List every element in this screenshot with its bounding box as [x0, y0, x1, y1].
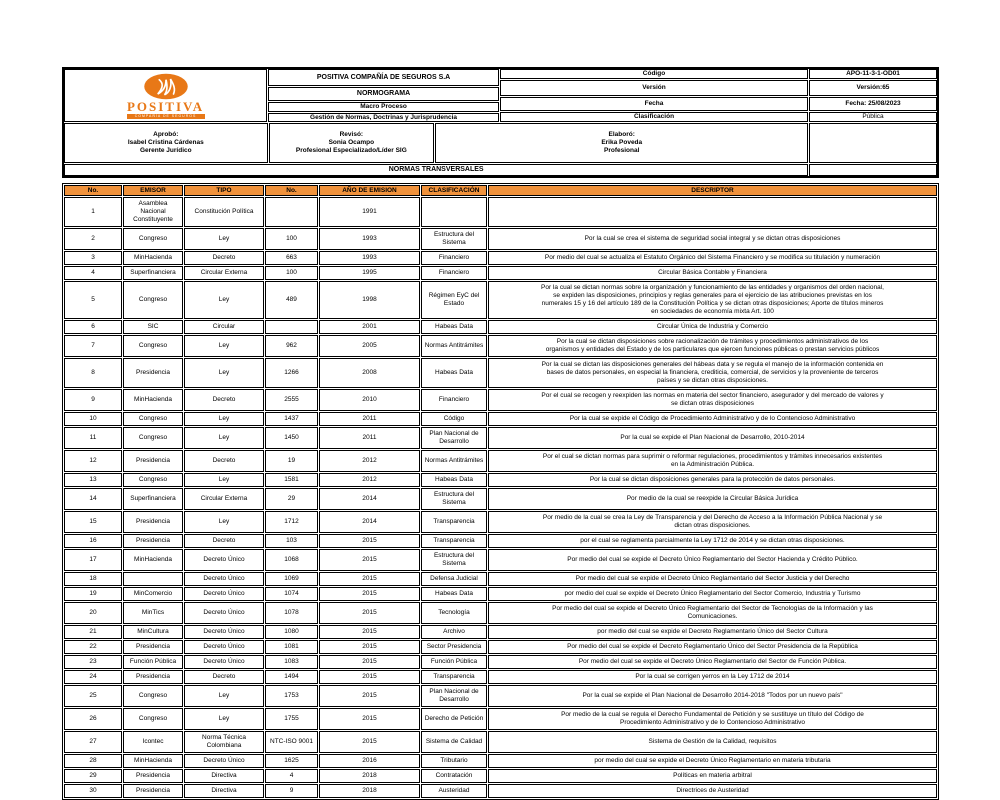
cell: 15	[64, 511, 122, 533]
table-row	[64, 281, 937, 319]
cell: 30	[64, 784, 122, 798]
column-header: EMISOR	[123, 185, 183, 196]
norms-table-header	[64, 185, 937, 196]
descriptor-cell: Por la cual se expide el Código de Procedimiento Administrativo y de lo Contencioso Administrativo	[488, 412, 937, 426]
cell: Decreto Único	[184, 587, 264, 601]
table-row	[64, 685, 937, 707]
cell: 21	[64, 625, 122, 639]
macro-proceso-value: Gestión de Normas, Doctrinas y Jurisprudencia	[268, 113, 499, 122]
cell	[265, 320, 318, 334]
positiva-logo-icon	[143, 73, 189, 100]
cell: 2011	[319, 427, 420, 449]
cell: Función Pública	[421, 655, 487, 669]
cell: 2015	[319, 731, 420, 753]
cell: Icontec	[123, 731, 183, 753]
cell: 2015	[319, 685, 420, 707]
cell: Normas Antitrámites	[421, 335, 487, 357]
elaboro-title: Elaboró:	[608, 131, 635, 138]
cell: Estructura del Sistema	[421, 488, 487, 510]
cell: 2015	[319, 625, 420, 639]
cell: Régimen EyC del Estado	[421, 281, 487, 319]
cell: Presidencia	[123, 670, 183, 684]
cell: Decreto Único	[184, 602, 264, 624]
cell: 29	[265, 488, 318, 510]
cell: 2015	[319, 534, 420, 548]
cell: 2001	[319, 320, 420, 334]
cell: 1625	[265, 754, 318, 768]
column-header: No.	[64, 185, 122, 196]
column-header: TIPO	[184, 185, 264, 196]
column-header: AÑO DE EMISION	[319, 185, 420, 196]
cell: Decreto	[184, 251, 264, 265]
codigo-value: APO-11-3-1-OD01	[809, 69, 937, 79]
table-row	[64, 358, 937, 388]
cell: Habeas Data	[421, 587, 487, 601]
reviso-title: Revisó:	[339, 131, 364, 138]
descriptor-cell: Por medio del cual se expide el Decreto Único Reglamentario del Sector Justicia y del Derecho	[488, 572, 937, 586]
table-row	[64, 389, 937, 411]
cell: Financiero	[421, 266, 487, 280]
cell: Habeas Data	[421, 320, 487, 334]
cell: MinHacienda	[123, 389, 183, 411]
descriptor-cell: Por el cual se recogen y reexpiden las normas en materia del sector financiero, asegurador y del mercado de valores y se dictan otras disposiciones	[488, 389, 937, 411]
cell: 12	[64, 450, 122, 472]
cell: 1074	[265, 587, 318, 601]
cell: Normas Antitrámites	[421, 450, 487, 472]
cell: Congreso	[123, 335, 183, 357]
cell: 663	[265, 251, 318, 265]
cell: Decreto Único	[184, 549, 264, 571]
cell: 2555	[265, 389, 318, 411]
cell: SIC	[123, 320, 183, 334]
cell: 9	[265, 784, 318, 798]
signatures-empty-cell	[809, 123, 937, 163]
cell: 2015	[319, 549, 420, 571]
cell: MinHacienda	[123, 549, 183, 571]
descriptor-cell: Directrices de Austeridad	[488, 784, 937, 798]
cell: 2010	[319, 389, 420, 411]
section-empty-cell	[809, 164, 937, 176]
cell	[123, 572, 183, 586]
cell: Constitución Política	[184, 197, 264, 227]
cell: Sector Presidencia	[421, 640, 487, 654]
cell: 1755	[265, 708, 318, 730]
cell: 2014	[319, 511, 420, 533]
header-band-section	[64, 164, 937, 176]
cell: Congreso	[123, 228, 183, 250]
cell: Sistema de Calidad	[421, 731, 487, 753]
cell: 2015	[319, 587, 420, 601]
cell: Decreto	[184, 450, 264, 472]
section-title: NORMAS TRANSVERSALES	[64, 164, 808, 176]
cell: Directiva	[184, 784, 264, 798]
cell: Ley	[184, 358, 264, 388]
cell: 22	[64, 640, 122, 654]
cell: 29	[64, 769, 122, 783]
table-row	[64, 534, 937, 548]
descriptor-cell: Por la cual se dictan disposiciones generales para la protección de datos personales.	[488, 473, 937, 487]
descriptor-cell	[488, 197, 937, 227]
aprobo-name: Isabel Cristina Cárdenas	[127, 139, 204, 146]
cell: Plan Nacional de Desarrollo	[421, 427, 487, 449]
cell: Transparencia	[421, 511, 487, 533]
clasificacion-value: Pública	[809, 112, 937, 122]
macro-proceso-label: Macro Proceso	[268, 102, 499, 112]
cell: 9	[64, 389, 122, 411]
descriptor-cell: Por medio de la cual se regula el Derecho Fundamental de Petición y se sustituye un título del Código de Procedimiento Administrativo y de lo Contencioso Administrativo	[488, 708, 937, 730]
cell: Ley	[184, 228, 264, 250]
cell: MinHacienda	[123, 251, 183, 265]
cell: Decreto Único	[184, 572, 264, 586]
cell: 962	[265, 335, 318, 357]
norms-table-wrapper	[62, 183, 939, 800]
cell: Congreso	[123, 412, 183, 426]
descriptor-cell: por medio del cual se expide el Decreto Único Reglamentario del Sector Comercio, Industria y Turismo	[488, 587, 937, 601]
cell: 2015	[319, 572, 420, 586]
cell: Congreso	[123, 427, 183, 449]
cell: Decreto	[184, 670, 264, 684]
cell: 2015	[319, 640, 420, 654]
reviso-name: Sonia Ocampo	[328, 139, 375, 146]
cell: 1991	[319, 197, 420, 227]
version-label: Versión	[500, 80, 808, 96]
cell: Estructura del Sistema	[421, 549, 487, 571]
cell: 1080	[265, 625, 318, 639]
cell: MinComercio	[123, 587, 183, 601]
cell: 26	[64, 708, 122, 730]
table-row	[64, 602, 937, 624]
table-row	[64, 625, 937, 639]
cell: 2005	[319, 335, 420, 357]
aprobo-title: Aprobó:	[153, 131, 179, 138]
cell: 1712	[265, 511, 318, 533]
cell: Archivo	[421, 625, 487, 639]
cell: 17	[64, 549, 122, 571]
descriptor-cell: Por medio del cual se expide el Decreto Único Reglamentario del Sector de Función Pública.	[488, 655, 937, 669]
table-row	[64, 427, 937, 449]
cell: 1081	[265, 640, 318, 654]
cell: 28	[64, 754, 122, 768]
table-row	[64, 251, 937, 265]
descriptor-cell: Por medio de la cual se reexpide la Circular Básica Jurídica	[488, 488, 937, 510]
cell: 3	[64, 251, 122, 265]
descriptor-cell: Sistema de Gestión de la Calidad, requisitos	[488, 731, 937, 753]
header-band-signatures	[64, 123, 937, 163]
descriptor-cell: Por medio del cual se actualiza el Estatuto Orgánico del Sistema Financiero y se modifica su titulación y numeración	[488, 251, 937, 265]
table-row	[64, 511, 937, 533]
descriptor-cell: Por la cual se dictan disposiciones sobre racionalización de trámites y procedimientos administrativos de los organismos y entidades del Estado y de los particulares que ejercen funciones públicas o prestan servicios públicos	[488, 335, 937, 357]
cell: 1069	[265, 572, 318, 586]
cell: Tributario	[421, 754, 487, 768]
cell: 1068	[265, 549, 318, 571]
cell: 8	[64, 358, 122, 388]
table-row	[64, 655, 937, 669]
cell: 2012	[319, 473, 420, 487]
cell: 23	[64, 655, 122, 669]
table-row	[64, 731, 937, 753]
cell: Circular Externa	[184, 266, 264, 280]
column-header: CLASIFICACIÓN	[421, 185, 487, 196]
cell: 1581	[265, 473, 318, 487]
descriptor-cell: Por medio del cual se expide el Decreto Único Reglamentario del Sector Hacienda y Crédito Público.	[488, 549, 937, 571]
cell: Decreto Único	[184, 754, 264, 768]
table-row	[64, 228, 937, 250]
cell: Decreto	[184, 389, 264, 411]
logo-tagline: COMPAÑÍA DE SEGUROS	[127, 114, 205, 119]
cell: Transparencia	[421, 534, 487, 548]
cell: 18	[64, 572, 122, 586]
cell: Congreso	[123, 708, 183, 730]
cell: 1993	[319, 251, 420, 265]
aprobo-cell	[64, 123, 268, 163]
descriptor-cell: Por el cual se dictan normas para suprimir o reformar regulaciones, procedimientos y trámites innecesarios existentes en la Administración Pública.	[488, 450, 937, 472]
version-value: Versión:65	[809, 80, 937, 96]
cell: NTC-ISO 9001	[265, 731, 318, 753]
descriptor-cell: Políticas en materia arbitral	[488, 769, 937, 783]
document-header	[62, 67, 939, 178]
table-row	[64, 640, 937, 654]
descriptor-cell: por medio del cual se expide el Decreto Único Reglamentario en materia tributaria	[488, 754, 937, 768]
descriptor-cell: Circular Única de Industria y Comercio	[488, 320, 937, 334]
cell: Plan Nacional de Desarrollo	[421, 685, 487, 707]
document-sheet	[62, 67, 939, 800]
cell: 14	[64, 488, 122, 510]
positiva-logo	[127, 73, 205, 119]
cell: Presidencia	[123, 511, 183, 533]
cell: Defensa Judicial	[421, 572, 487, 586]
norms-table-body	[64, 197, 937, 798]
cell: Congreso	[123, 473, 183, 487]
cell: 2011	[319, 412, 420, 426]
cell: 1998	[319, 281, 420, 319]
cell: 489	[265, 281, 318, 319]
cell: Ley	[184, 708, 264, 730]
table-row	[64, 549, 937, 571]
table-row	[64, 784, 937, 798]
table-row	[64, 197, 937, 227]
descriptor-cell: Por medio del cual se expide el Decreto Único Reglamentario del Sector de Tecnologías de la Información y las Comunicaciones.	[488, 602, 937, 624]
cell: Habeas Data	[421, 358, 487, 388]
descriptor-cell: por medio del cual se expide el Decreto Reglamentario Único del Sector Cultura	[488, 625, 937, 639]
cell: 25	[64, 685, 122, 707]
cell: Circular Externa	[184, 488, 264, 510]
cell: Presidencia	[123, 534, 183, 548]
cell: 20	[64, 602, 122, 624]
cell: Decreto Único	[184, 640, 264, 654]
cell: 2008	[319, 358, 420, 388]
cell: Habeas Data	[421, 473, 487, 487]
cell: 2018	[319, 769, 420, 783]
cell: Ley	[184, 281, 264, 319]
cell: 4	[265, 769, 318, 783]
cell: 2015	[319, 708, 420, 730]
cell: 1993	[319, 228, 420, 250]
descriptor-cell: Por la cual se expide el Plan Nacional de Desarrollo, 2010-2014	[488, 427, 937, 449]
table-row	[64, 320, 937, 334]
logo-cell	[64, 69, 267, 122]
table-row	[64, 266, 937, 280]
descriptor-cell: Por la cual se expide el Plan Nacional de Desarrollo 2014-2018 "Todos por un nuevo país"	[488, 685, 937, 707]
cell: 103	[265, 534, 318, 548]
table-row	[64, 450, 937, 472]
fecha-label: Fecha	[500, 97, 808, 111]
descriptor-cell: Por la cual se corrigen yerros en la Ley 1712 de 2014	[488, 670, 937, 684]
cell: 16	[64, 534, 122, 548]
cell: 4	[64, 266, 122, 280]
reviso-cell	[269, 123, 435, 163]
cell: Ley	[184, 685, 264, 707]
cell: 1450	[265, 427, 318, 449]
reviso-role: Profesional Especializado/Líder SIG	[295, 147, 407, 154]
cell: Presidencia	[123, 784, 183, 798]
cell: 1266	[265, 358, 318, 388]
cell: Asamblea Nacional Constituyente	[123, 197, 183, 227]
cell: Financiero	[421, 251, 487, 265]
cell: MinCultura	[123, 625, 183, 639]
header-row	[64, 185, 937, 196]
aprobo-role: Gerente Jurídico	[139, 147, 192, 154]
cell: Ley	[184, 427, 264, 449]
cell	[265, 197, 318, 227]
cell: Tecnología	[421, 602, 487, 624]
cell: Transparencia	[421, 670, 487, 684]
cell: 2015	[319, 655, 420, 669]
cell: Decreto Único	[184, 655, 264, 669]
codigo-label: Código	[500, 69, 808, 79]
cell: Directiva	[184, 769, 264, 783]
cell: 10	[64, 412, 122, 426]
clasificacion-label: Clasificación	[500, 112, 808, 122]
cell: 1437	[265, 412, 318, 426]
cell: Ley	[184, 473, 264, 487]
elaboro-role: Profesional	[604, 147, 640, 154]
cell: MinTics	[123, 602, 183, 624]
cell: Decreto	[184, 534, 264, 548]
column-header: No.	[265, 185, 318, 196]
cell: 1083	[265, 655, 318, 669]
cell: 2	[64, 228, 122, 250]
cell: Ley	[184, 511, 264, 533]
cell: 5	[64, 281, 122, 319]
document-title: NORMOGRAMA	[268, 87, 499, 101]
cell: Decreto Único	[184, 625, 264, 639]
cell: Ley	[184, 335, 264, 357]
cell: 2018	[319, 784, 420, 798]
cell: Norma Técnica Colombiana	[184, 731, 264, 753]
table-row	[64, 473, 937, 487]
cell: Superfinanciera	[123, 488, 183, 510]
cell: Presidencia	[123, 640, 183, 654]
cell: 100	[265, 228, 318, 250]
cell: 100	[265, 266, 318, 280]
cell: 6	[64, 320, 122, 334]
table-row	[64, 708, 937, 730]
cell: Presidencia	[123, 358, 183, 388]
fecha-value: Fecha: 25/08/2023	[809, 97, 937, 111]
descriptor-cell: Por la cual se crea el sistema de seguridad social integral y se dictan otras disposiciones	[488, 228, 937, 250]
table-row	[64, 335, 937, 357]
descriptor-cell: por el cual se reglamenta parcialmente la Ley 1712 de 2014 y se dictan otras disposiciones.	[488, 534, 937, 548]
cell: 13	[64, 473, 122, 487]
cell: Congreso	[123, 685, 183, 707]
cell: 1494	[265, 670, 318, 684]
cell: 2015	[319, 670, 420, 684]
cell: 24	[64, 670, 122, 684]
cell: Presidencia	[123, 769, 183, 783]
cell: 2014	[319, 488, 420, 510]
cell: Austeridad	[421, 784, 487, 798]
cell: 1995	[319, 266, 420, 280]
cell: Derecho de Petición	[421, 708, 487, 730]
cell: Ley	[184, 412, 264, 426]
descriptor-cell: Circular Básica Contable y Financiera	[488, 266, 937, 280]
cell: 1	[64, 197, 122, 227]
table-row	[64, 572, 937, 586]
descriptor-cell: Por medio del cual se expide el Decreto Reglamentario Único del Sector Presidencia de la República	[488, 640, 937, 654]
cell: MinHacienda	[123, 754, 183, 768]
cell: 1078	[265, 602, 318, 624]
cell: Superfinanciera	[123, 266, 183, 280]
elaboro-cell	[435, 123, 808, 163]
cell: 7	[64, 335, 122, 357]
company-name: POSITIVA COMPAÑÍA DE SEGUROS S.A	[268, 69, 499, 86]
descriptor-cell: Por la cual se dictan normas sobre la organización y funcionamiento de las entidades y organismos del orden nacional, se expiden las disposiciones, principios y reglas generales para el ejercicio de las atribuciones previstas en los numerales 15 y 16 del artículo 189 de la Constitución Política y se dictan otras disposiciones; Aporte de títulos mineros en sociedades de economía mixta Art. 100	[488, 281, 937, 319]
descriptor-cell: Por medio de la cual se crea la Ley de Transparencia y del Derecho de Acceso a la Información Pública Nacional y se dictan otras disposiciones.	[488, 511, 937, 533]
cell: 11	[64, 427, 122, 449]
column-header: DESCRIPTOR	[488, 185, 937, 196]
cell: Contratación	[421, 769, 487, 783]
cell: Estructura del Sistema	[421, 228, 487, 250]
header-band-titles	[64, 69, 937, 122]
cell: Circular	[184, 320, 264, 334]
cell: 2015	[319, 602, 420, 624]
table-row	[64, 412, 937, 426]
cell: Código	[421, 412, 487, 426]
cell: Función Pública	[123, 655, 183, 669]
table-row	[64, 754, 937, 768]
logo-wordmark: POSITIVA	[126, 98, 205, 114]
descriptor-cell: Por la cual se dictan las disposiciones generales del hábeas data y se regula el manejo de la información contenida en bases de datos personales, en especial la financiera, crediticia, comercial, de servicios y la proveniente de terceros países y se dictan otras disposiciones.	[488, 358, 937, 388]
cell: Presidencia	[123, 450, 183, 472]
cell: Congreso	[123, 281, 183, 319]
cell	[421, 197, 487, 227]
table-row	[64, 670, 937, 684]
cell: 2016	[319, 754, 420, 768]
elaboro-name: Erika Poveda	[601, 139, 643, 146]
table-row	[64, 769, 937, 783]
norms-table	[63, 184, 938, 799]
cell: Financiero	[421, 389, 487, 411]
cell: 19	[64, 587, 122, 601]
cell: 27	[64, 731, 122, 753]
table-row	[64, 587, 937, 601]
cell: 2012	[319, 450, 420, 472]
cell: 19	[265, 450, 318, 472]
table-row	[64, 488, 937, 510]
cell: 1753	[265, 685, 318, 707]
